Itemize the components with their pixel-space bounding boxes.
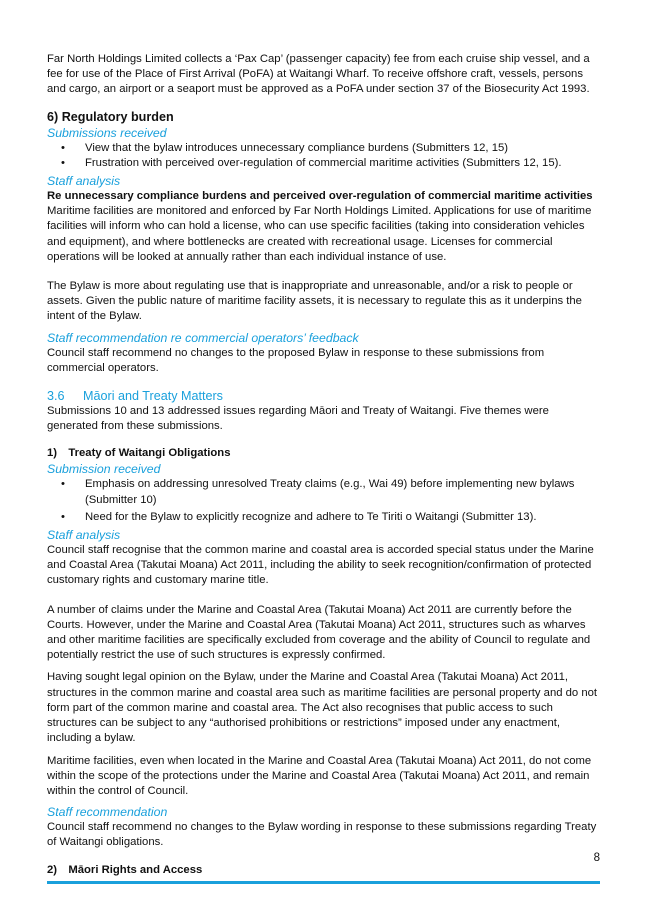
staff-recommendation-label: Staff recommendation re commercial operators’ feedback xyxy=(47,330,359,345)
analysis-paragraph: Maritime facilities are monitored and enforced by Far North Holdings Limited. Applications for use of maritime facilities will inform who can hold a license, who can use specific facilities (taking into consideration vehicles and equipment), and where bottlenecks are created with recreational usage. Licenses for commercial operations will be looked at annually rather than each individual instance of use. xyxy=(47,205,592,263)
section-intro: Submissions 10 and 13 addressed issues regarding Māori and Treaty of Waitangi. Five themes were generated from these submissions. xyxy=(47,405,549,433)
list-item: • Frustration with perceived over-regulation of commercial maritime activities (Submitters 12, 15). xyxy=(47,156,601,171)
submission-received-label: Submission received xyxy=(47,462,161,477)
page-number: 8 xyxy=(593,852,600,864)
bullet-icon: • xyxy=(61,141,65,154)
submissions-received-label: Submissions received xyxy=(47,125,167,140)
regulatory-bullet-list xyxy=(47,141,601,171)
staff-analysis-label: Staff analysis xyxy=(47,174,121,189)
staff-recommendation-label: Staff recommendation xyxy=(47,805,168,820)
list-item: • Emphasis on addressing unresolved Treaty claims (e.g., Wai 49) before implementing new bylaws (Submitter 10) xyxy=(61,478,575,506)
bullet-icon: • xyxy=(61,478,65,491)
intro-paragraph: Far North Holdings Limited collects a ‘Pax Cap’ (passenger capacity) fee from each cruise ship vessel, and a fee for use of the Place of First Arrival (PoFA) at Waitangi Wharf. To receive offshore craft, vessels, persons and cargo, an airport or a seaport must be approved as a PoFA under section 37 of the Biosecurity Act 1993. xyxy=(47,53,590,96)
section-number: 3.6 xyxy=(47,389,65,404)
recommendation-paragraph: Council staff recommend no changes to the Bylaw wording in response to these submissions regarding Treaty of Waitangi obligations. xyxy=(47,821,597,849)
analysis-paragraph: Council staff recognise that the common marine and coastal area is accorded special status under the Marine and Coastal Area (Takutai Moana) Act 2011, including the ability to seek recognition/confirmation of protected customary rights and customary marine title. xyxy=(47,544,594,587)
maori-rights-heading: 2) Māori Rights and Access xyxy=(47,863,203,876)
recommendation-paragraph: Council staff recommend no changes to the proposed Bylaw in response to these submissions from commercial operators. xyxy=(47,346,545,374)
footer-rule xyxy=(47,881,600,884)
analysis-paragraph: Having sought legal opinion on the Bylaw, under the Marine and Coastal Area (Takutai Moana) Act 2011, structures in the common marine and coastal area such as maritime facilities are personal property and do not form part of the common marine and coastal area. The Act also recognises that public access to such structures can be subject to any “authorised prohibitions or restrictions” imposed under any enactment, including a bylaw. xyxy=(47,671,598,745)
analysis-paragraph: The Bylaw is more about regulating use that is inappropriate and unreasonable, and/or a risk to people or assets. Given the public nature of maritime facility assets, it is necessary to regulate this as it underpins the intent of the Bylaw. xyxy=(47,280,582,323)
bullet-icon: • xyxy=(61,156,65,169)
regulatory-burden-heading: 6) Regulatory burden xyxy=(47,109,174,124)
document-body xyxy=(47,52,601,879)
list-item: • View that the bylaw introduces unnecessary compliance burdens (Submitters 12, 15) xyxy=(47,141,601,156)
analysis-subheading: Re unnecessary compliance burdens and perceived over-regulation of commercial maritime activities xyxy=(47,190,593,203)
analysis-paragraph: A number of claims under the Marine and Coastal Area (Takutai Moana) Act 2011 are currently before the Courts. However, under the Marine and Coastal Area (Takutai Moana) Act 2011, structures such as wharves and other maritime facilities are specifically excluded from coverage and the ability of Council to regulate and potentially restrict the use of such structures is expressly confirmed. xyxy=(47,603,591,662)
treaty-bullet-list xyxy=(47,477,601,525)
list-item: • Need for the Bylaw to explicitly recognize and adhere to Te Tiriti o Waitangi (Submitter 13). xyxy=(47,510,601,525)
staff-analysis-label: Staff analysis xyxy=(47,528,121,543)
bullet-icon: • xyxy=(61,510,65,523)
analysis-paragraph: Maritime facilities, even when located in the Marine and Coastal Area (Takutai Moana) Act 2011, do not come within the scope of the protections under the Marine and Coastal Area (Takutai Moana) Act 2011, and remain within the control of Council. xyxy=(47,754,592,797)
section-heading xyxy=(47,389,601,404)
section-title: Māori and Treaty Matters xyxy=(83,389,223,404)
treaty-heading: 1) Treaty of Waitangi Obligations xyxy=(47,447,231,460)
